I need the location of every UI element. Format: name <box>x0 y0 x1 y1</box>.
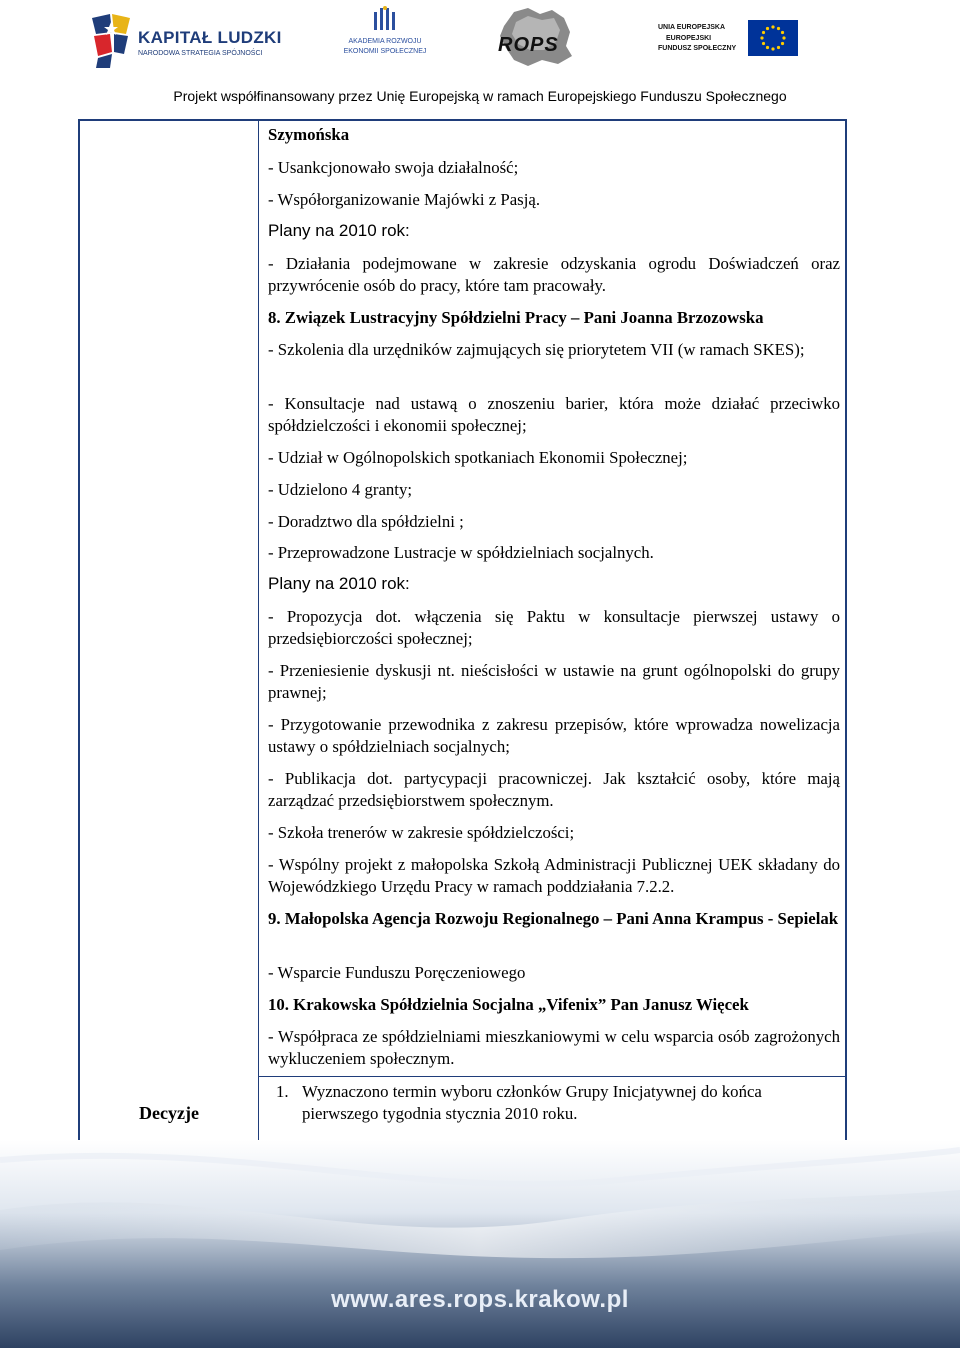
list-item: - Udzielono 4 granty; <box>268 480 413 499</box>
list-item: - Wsparcie Funduszu Poręczeniowego <box>268 963 526 982</box>
section-heading-szymonska: Szymońska <box>268 125 350 144</box>
kapital-ludzki-logo <box>90 12 282 70</box>
eu-star-icon <box>781 31 784 34</box>
list-item: - Usankcjonowało swoja działalność; <box>268 158 519 177</box>
plans-heading: Plany na 2010 rok: <box>268 574 410 593</box>
list-item: - Współpraca ze spółdzielniami mieszkaniowymi w celu wsparcia osób zagrożonych wykluczeniem społecznym. <box>268 1027 840 1068</box>
table-left-column <box>80 121 259 1161</box>
list-item: - Przeniesienie dyskusji nt. nieścisłości w ustawie na grunt ogólnopolski do grupy prawnej; <box>268 661 840 702</box>
decision-number: 1. <box>276 1082 289 1101</box>
list-item: - Wspólny projekt z małopolska Szkołą Administracji Publicznej UEK składany do Wojewódzkiego Urzędu Pracy w ramach poddziałania 7.2.2. <box>268 855 840 896</box>
list-item: - Szkolenia dla urzędników zajmujących się priorytetem VII (w ramach SKES); <box>268 340 805 359</box>
footer-website-url: www.ares.rops.krakow.pl <box>331 1286 629 1313</box>
akademia-line1: AKADEMIA ROZWOJU <box>348 38 422 45</box>
list-item: - Działania podejmowane w zakresie odzyskania ogrodu Doświadczeń oraz przywrócenie osób do pracy, które tam pracowały. <box>268 254 840 295</box>
row-divider <box>258 1076 847 1077</box>
eu-flag-icon <box>748 20 798 56</box>
eu-star-icon <box>762 42 765 45</box>
header-logos <box>0 0 960 104</box>
section-heading-8: 8. Związek Lustracyjny Spółdzielni Pracy – Pani Joanna Brzozowska <box>268 308 764 327</box>
akademia-logo <box>330 6 440 66</box>
akademia-columns-icon <box>372 6 398 32</box>
eu-star-icon <box>777 27 780 30</box>
eu-line2: EUROPEJSKI <box>666 35 712 42</box>
section-heading-9: 9. Małopolska Agencja Rozwoju Regionalnego – Pani Anna Krampus - Sepielak <box>268 909 839 928</box>
eu-logo <box>652 16 800 62</box>
rops-wordmark: ROPS <box>498 34 559 56</box>
eu-star-icon <box>781 42 784 45</box>
minutes-table <box>78 119 847 1163</box>
decision-text: Wyznaczono termin wyboru członków Grupy Inicjatywnej do końca pierwszego tygodnia stycznia 2010 roku. <box>302 1082 762 1123</box>
footer-banner <box>0 1140 960 1348</box>
plans-heading: Plany na 2010 rok: <box>268 221 410 240</box>
kapital-ludzki-title: KAPITAŁ LUDZKI <box>138 28 282 47</box>
decisions-label: Decyzje <box>139 1103 199 1123</box>
list-item: - Propozycja dot. włączenia się Paktu w konsultacje pierwszej ustawy o przedsiębiorczości społecznej; <box>268 607 840 648</box>
list-item: - Przeprowadzone Lustracje w spółdzielniach socjalnych. <box>268 543 654 562</box>
eu-line3: FUNDUSZ SPOŁECZNY <box>658 45 737 52</box>
eu-star-icon <box>771 47 774 50</box>
rops-logo <box>494 4 578 70</box>
list-item: - Udział w Ogólnopolskich spotkaniach Ekonomii Społecznej; <box>268 448 688 467</box>
footer-wave-graphic <box>0 1140 960 1348</box>
akademia-line2: EKONOMII SPOŁECZNEJ <box>343 48 427 55</box>
eu-star-icon <box>766 46 769 49</box>
eu-star-icon <box>766 27 769 30</box>
eu-star-icon <box>777 46 780 49</box>
eu-star-icon <box>782 36 785 39</box>
eu-star-icon <box>760 36 763 39</box>
kapital-ludzki-star-icon <box>90 12 132 70</box>
list-item: - Współorganizowanie Majówki z Pasją. <box>268 190 541 209</box>
list-item: - Doradztwo dla spółdzielni ; <box>268 512 464 531</box>
kapital-ludzki-subtitle: NARODOWA STRATEGIA SPÓJNOŚCI <box>138 50 263 57</box>
eu-star-icon <box>771 25 774 28</box>
eu-star-icon <box>762 31 765 34</box>
list-item: - Szkoła trenerów w zakresie spółdzielczości; <box>268 823 575 842</box>
eu-line1: UNIA EUROPEJSKA <box>658 24 726 31</box>
section-heading-10: 10. Krakowska Spółdzielnia Socjalna „Vifenix” Pan Janusz Więcek <box>268 995 749 1014</box>
list-item: - Konsultacje nad ustawą o znoszeniu barier, która może działać przeciwko spółdzielczości i ekonomii społecznej; <box>268 394 840 435</box>
list-item: - Publikacja dot. partycypacji pracowniczej. Jak kształcić osoby, które mają zarządzać przedsiębiorstwem społecznym. <box>268 769 840 810</box>
project-cofinancing-line: Projekt współfinansowany przez Unię Europejską w ramach Europejskiego Funduszu Społecznego <box>173 88 787 104</box>
list-item: - Przygotowanie przewodnika z zakresu przepisów, które wprowadza nowelizacja ustawy o spółdzielniach socjalnych; <box>268 715 840 756</box>
